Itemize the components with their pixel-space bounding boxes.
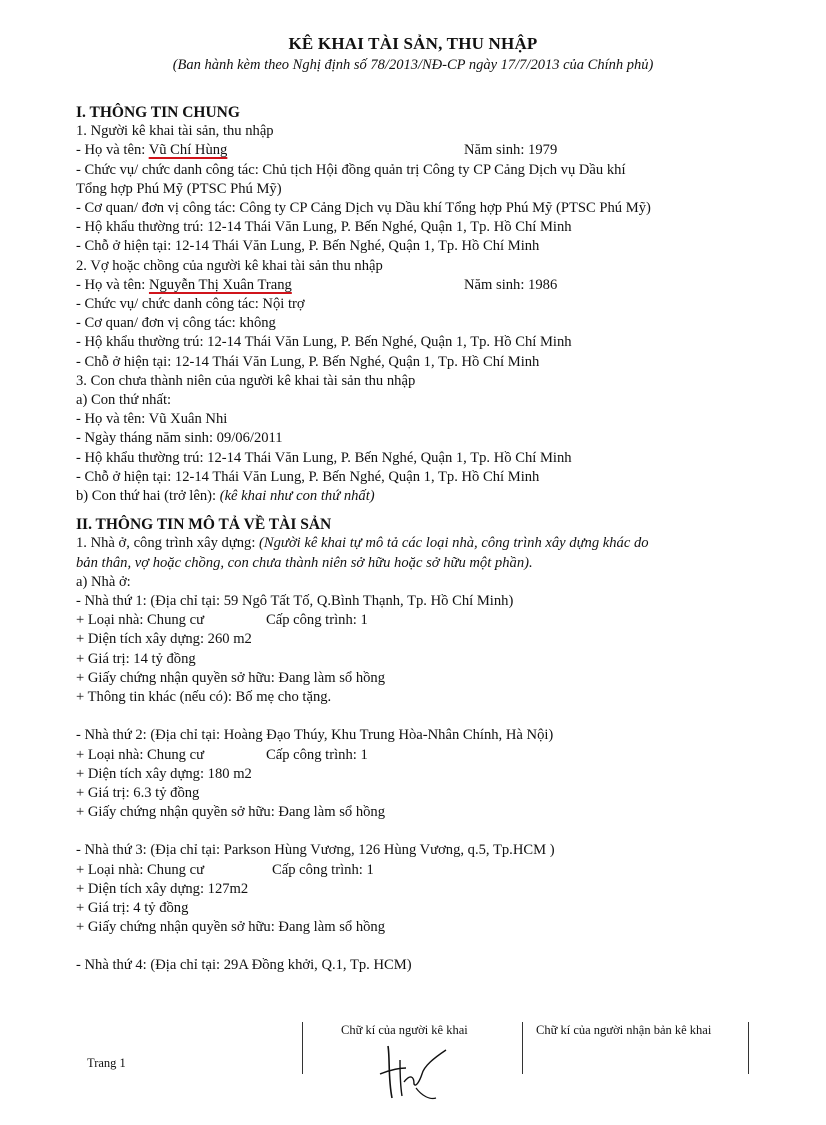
house2-certificate: + Giấy chứng nhận quyền sở hữu: Đang làm sổ hồng [76, 804, 386, 821]
signature-divider-left [302, 1022, 303, 1074]
child1-name: - Họ và tên: Vũ Xuân Nhi [76, 411, 228, 428]
house1-certificate: + Giấy chứng nhận quyền sở hữu: Đang làm sổ hồng [76, 669, 386, 686]
declarant-registered-address: - Hộ khẩu thường trú: 12-14 Thái Văn Lung, P. Bến Nghé, Quận 1, Tp. Hồ Chí Minh [76, 219, 572, 236]
declarant-position-line2: Tổng hợp Phú Mỹ (PTSC Phú Mỹ) [76, 180, 282, 197]
handwritten-signature [376, 1038, 450, 1108]
child1-registered-address: - Hộ khẩu thường trú: 12-14 Thái Văn Lung, P. Bến Nghé, Quận 1, Tp. Hồ Chí Minh [76, 449, 572, 466]
house1-value: + Giá trị: 14 tỷ đồng [76, 650, 196, 667]
house1-grade: Cấp công trình: 1 [266, 612, 368, 629]
page-number: Trang 1 [87, 1056, 126, 1070]
document-body [76, 103, 756, 976]
house2-address: - Nhà thứ 2: (Địa chỉ tại: Hoàng Đạo Thúy, Khu Trung Hòa-Nhân Chính, Hà Nội) [76, 727, 554, 744]
house2-area: + Diện tích xây dựng: 180 m2 [76, 765, 252, 782]
house3-grade: Cấp công trình: 1 [272, 861, 374, 878]
signature-divider-right [748, 1022, 749, 1074]
document-title: KÊ KHAI TÀI SẢN, THU NHẬP [288, 34, 538, 53]
declarant-title: 1. Người kê khai tài sản, thu nhập [76, 123, 274, 140]
spouse-name-row [76, 276, 756, 295]
declarant-name-label: - Họ và tên: [76, 142, 149, 159]
house3-address: - Nhà thứ 3: (Địa chỉ tại: Parkson Hùng Vương, 126 Hùng Vương, q.5, Tp.HCM ) [76, 842, 555, 859]
declarant-name-row [76, 141, 756, 160]
section-1-heading: I. THÔNG TIN CHUNG [76, 104, 240, 121]
child2-label: b) Con thứ hai (trở lên): [76, 488, 220, 505]
house1-address: - Nhà thứ 1: (Địa chỉ tại: 59 Ngô Tất Tố, Q.Bình Thạnh, Tp. Hồ Chí Minh) [76, 593, 514, 610]
house2-type: + Loại nhà: Chung cư [76, 746, 205, 763]
house3-area: + Diện tích xây dựng: 127m2 [76, 880, 249, 897]
document-subtitle: (Ban hành kèm theo Nghị định số 78/2013/NĐ-CP ngày 17/7/2013 của Chính phủ) [172, 57, 654, 73]
spouse-title: 2. Vợ hoặc chồng của người kê khai tài sản thu nhập [76, 257, 383, 274]
house1-type-row [76, 611, 756, 630]
child1-dob: - Ngày tháng năm sinh: 09/06/2011 [76, 430, 283, 447]
house2-value: + Giá trị: 6.3 tỷ đồng [76, 784, 200, 801]
child1-current-address: - Chỗ ở hiện tại: 12-14 Thái Văn Lung, P. Bến Nghé, Quận 1, Tp. Hồ Chí Minh [76, 468, 540, 485]
spouse-name-value: Nguyễn Thị Xuân Trang [148, 276, 292, 293]
house1-area: + Diện tích xây dựng: 260 m2 [76, 631, 252, 648]
house1-other: + Thông tin khác (nếu có): Bố mẹ cho tặng. [76, 689, 332, 706]
house3-type: + Loại nhà: Chung cư [76, 861, 205, 878]
housing-intro [76, 534, 756, 553]
declarant-signature-label: Chữ kí của người kê khai [341, 1023, 468, 1037]
declarant-name-value: Vũ Chí Hùng [148, 142, 228, 159]
child2-row [76, 487, 756, 506]
signature-divider-middle [522, 1022, 523, 1074]
spouse-registered-address: - Hộ khẩu thường trú: 12-14 Thái Văn Lung, P. Bến Nghé, Quận 1, Tp. Hồ Chí Minh [76, 334, 572, 351]
spouse-position: - Chức vụ/ chức danh công tác: Nội trợ [76, 296, 305, 313]
declarant-position-line1: - Chức vụ/ chức danh công tác: Chủ tịch Hội đồng quản trị Công ty CP Cảng Dịch vụ Dầu khí [76, 161, 626, 178]
spouse-current-address: - Chỗ ở hiện tại: 12-14 Thái Văn Lung, P. Bến Nghé, Quận 1, Tp. Hồ Chí Minh [76, 353, 540, 370]
child1-title: a) Con thứ nhất: [76, 392, 172, 409]
spouse-birth-year: Năm sinh: 1986 [464, 276, 558, 293]
housing-intro-note-1: (Người kê khai tự mô tả các loại nhà, công trình xây dựng khác do [259, 535, 649, 552]
housing-intro-label: 1. Nhà ở, công trình xây dựng: [76, 535, 260, 552]
houses-title: a) Nhà ở: [76, 573, 131, 590]
receiver-signature-label: Chữ kí của người nhận bản kê khai [536, 1023, 712, 1037]
section-2-heading: II. THÔNG TIN MÔ TẢ VỀ TÀI SẢN [76, 516, 332, 534]
children-title: 3. Con chưa thành niên của người kê khai tài sản thu nhập [76, 372, 416, 389]
house3-type-row [76, 861, 756, 880]
declarant-current-address: - Chỗ ở hiện tại: 12-14 Thái Văn Lung, P. Bến Nghé, Quận 1, Tp. Hồ Chí Minh [76, 238, 540, 255]
house2-type-row [76, 746, 756, 765]
house4-address: - Nhà thứ 4: (Địa chỉ tại: 29A Đồng khởi, Q.1, Tp. HCM) [76, 957, 412, 974]
child2-note: (kê khai như con thứ nhất) [219, 488, 375, 505]
declarant-agency: - Cơ quan/ đơn vị công tác: Công ty CP Cảng Dịch vụ Dầu khí Tổng hợp Phú Mỹ (PTSC Phú Mỹ) [76, 200, 651, 217]
house2-grade: Cấp công trình: 1 [266, 746, 368, 763]
house1-type: + Loại nhà: Chung cư [76, 612, 205, 629]
house3-value: + Giá trị: 4 tỷ đồng [76, 899, 189, 916]
spouse-agency: - Cơ quan/ đơn vị công tác: không [76, 315, 276, 332]
house3-certificate: + Giấy chứng nhận quyền sở hữu: Đang làm sổ hồng [76, 919, 386, 936]
spouse-name-label: - Họ và tên: [76, 276, 149, 293]
declarant-birth-year: Năm sinh: 1979 [464, 142, 558, 159]
housing-intro-note-2: bản thân, vợ hoặc chồng, con chưa thành niên sở hữu hoặc sở hữu một phần). [76, 554, 533, 571]
